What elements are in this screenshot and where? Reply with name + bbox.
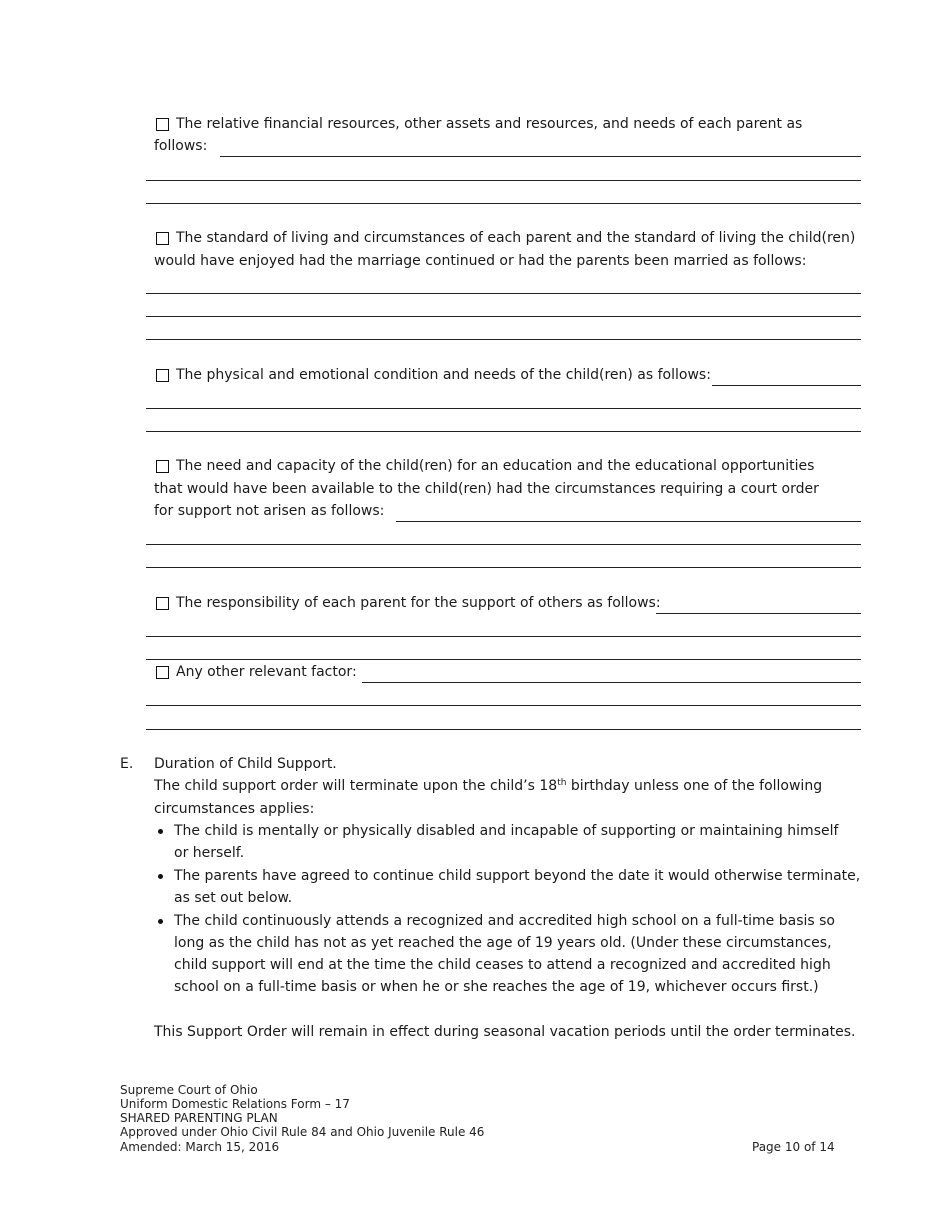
bullet-2-line-1: The parents have agreed to continue child support beyond the date it would otherwise terminate, bbox=[174, 868, 861, 884]
checkbox-other-factor[interactable] bbox=[156, 666, 169, 679]
factor-financial-text-1: The relative financial resources, other assets and resources, and needs of each parent as bbox=[176, 116, 803, 132]
section-heading: Duration of Child Support. bbox=[154, 756, 337, 772]
bullet-3-line-3: child support will end at the time the child ceases to attend a recognized and accredited high bbox=[174, 957, 831, 973]
bullet-3-line-1: The child continuously attends a recognized and accredited high school on a full-time basis so bbox=[174, 913, 836, 929]
section-intro-b: birthday unless one of the following bbox=[566, 778, 823, 794]
factor-other-text: Any other relevant factor: bbox=[176, 664, 357, 680]
fill-line[interactable] bbox=[712, 385, 861, 386]
checkbox-support-of-others[interactable] bbox=[156, 597, 169, 610]
fill-line[interactable] bbox=[146, 316, 861, 317]
fill-line[interactable] bbox=[146, 339, 861, 340]
fill-line[interactable] bbox=[146, 431, 861, 432]
section-intro-sup: th bbox=[557, 778, 567, 788]
bullet-3-line-4: school on a full-time basis or when he or she reaches the age of 19, whichever occurs first.) bbox=[174, 979, 819, 995]
factor-physical-text: The physical and emotional condition and needs of the child(ren) as follows: bbox=[176, 367, 711, 383]
bullet-1-line-1: The child is mentally or physically disabled and incapable of supporting or maintaining himself bbox=[174, 823, 839, 839]
checkbox-standard-of-living[interactable] bbox=[156, 232, 169, 245]
fill-line[interactable] bbox=[146, 729, 861, 730]
footer-amended: Amended: March 15, 2016 bbox=[120, 1140, 280, 1154]
section-letter: E. bbox=[120, 756, 134, 772]
factor-living-text-1: The standard of living and circumstances of each parent and the standard of living the child(ren) bbox=[176, 230, 856, 246]
fill-line[interactable] bbox=[146, 544, 861, 545]
factor-others-text: The responsibility of each parent for the support of others as follows: bbox=[176, 595, 661, 611]
fill-line[interactable] bbox=[146, 636, 861, 637]
section-intro bbox=[154, 775, 822, 797]
checkbox-physical-emotional[interactable] bbox=[156, 369, 169, 382]
bullet-dot bbox=[158, 874, 163, 879]
footer-title: SHARED PARENTING PLAN bbox=[120, 1111, 278, 1125]
factor-education-text-2: that would have been available to the child(ren) had the circumstances requiring a court order bbox=[154, 481, 819, 497]
fill-line[interactable] bbox=[146, 293, 861, 294]
checkbox-financial-resources[interactable] bbox=[156, 118, 169, 131]
fill-line[interactable] bbox=[656, 613, 861, 614]
section-intro-a: The child support order will terminate upon the child’s 18 bbox=[154, 778, 558, 794]
fill-line[interactable] bbox=[146, 180, 861, 181]
bullet-1-line-2: or herself. bbox=[174, 845, 245, 861]
factor-living-text-2: would have enjoyed had the marriage continued or had the parents been married as follows: bbox=[154, 253, 807, 269]
footer-court: Supreme Court of Ohio bbox=[120, 1083, 258, 1097]
checkbox-education[interactable] bbox=[156, 460, 169, 473]
bullet-dot bbox=[158, 829, 163, 834]
footer-form: Uniform Domestic Relations Form – 17 bbox=[120, 1097, 350, 1111]
footer-page-number: Page 10 of 14 bbox=[752, 1140, 835, 1154]
bullet-dot bbox=[158, 919, 163, 924]
factor-education-text-3: for support not arisen as follows: bbox=[154, 503, 385, 519]
fill-line[interactable] bbox=[220, 156, 861, 157]
footer-approved: Approved under Ohio Civil Rule 84 and Ohio Juvenile Rule 46 bbox=[120, 1125, 485, 1139]
bullet-3-line-2: long as the child has not as yet reached the age of 19 years old. (Under these circumstances, bbox=[174, 935, 832, 951]
section-intro-line2: circumstances applies: bbox=[154, 801, 315, 817]
fill-line[interactable] bbox=[362, 682, 861, 683]
fill-line[interactable] bbox=[146, 659, 861, 660]
fill-line[interactable] bbox=[146, 408, 861, 409]
fill-line[interactable] bbox=[146, 203, 861, 204]
bullet-2-line-2: as set out below. bbox=[174, 890, 293, 906]
fill-line[interactable] bbox=[146, 705, 861, 706]
fill-line[interactable] bbox=[146, 567, 861, 568]
fill-line[interactable] bbox=[396, 521, 861, 522]
closing-statement: This Support Order will remain in effect during seasonal vacation periods until the order terminates. bbox=[154, 1024, 856, 1040]
factor-education-text-1: The need and capacity of the child(ren) for an education and the educational opportunities bbox=[176, 458, 815, 474]
factor-financial-text-2: follows: bbox=[154, 138, 208, 154]
